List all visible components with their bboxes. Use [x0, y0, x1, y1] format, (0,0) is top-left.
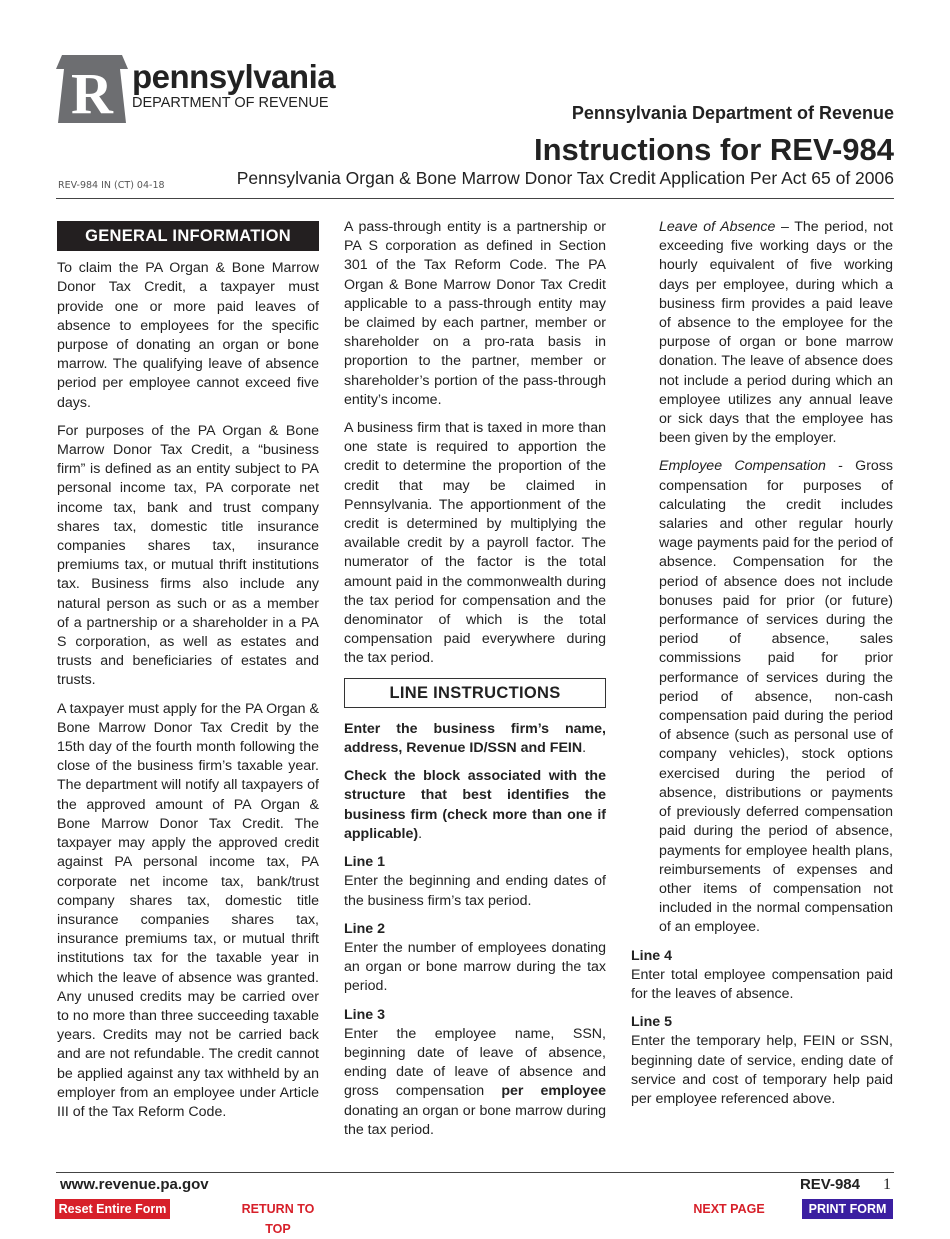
logo-name: pennsylvania: [132, 58, 336, 95]
page-number: 1: [883, 1176, 891, 1193]
footer-divider: [56, 1172, 894, 1173]
keystone-icon: [56, 55, 128, 125]
general-paragraph-5: A business firm that is taxed in more than one state is required to apportion the credit to determine the proportion of the credit that may be claimed in Pennsylvania. The apportionment of the credit is determined by multiplying the available credit by a payroll factor. The numerator of the factor is the total amount paid in the commonwealth during the tax period for compensation and the denominator of which is the total compensation paid everywhere during the tax period.: [344, 420, 606, 667]
logo-subtitle: DEPARTMENT OF REVENUE: [132, 95, 329, 111]
column-2: [344, 218, 606, 1149]
column-1: [57, 218, 319, 1131]
instruction-name-address: Enter the business firm’s name, address, Revenue ID/SSN and FEIN.: [344, 720, 606, 757]
page-subtitle: Pennsylvania Organ & Bone Marrow Donor Tax Credit Application Per Act 65 of 2006: [236, 168, 894, 188]
line-3-label: Line 3: [344, 1006, 385, 1023]
line-4-text: Enter total employee compensation paid for the leaves of absence.: [631, 966, 893, 1002]
next-page-link[interactable]: NEXT PAGE: [693, 1202, 765, 1216]
line-1-text: Enter the beginning and ending dates of the business firm’s tax period.: [344, 873, 606, 909]
svg-text:R: R: [71, 61, 113, 125]
line-2-label: Line 2: [344, 920, 385, 937]
department-name: Pennsylvania Department of Revenue: [571, 103, 894, 123]
line-5-label: Line 5: [631, 1014, 672, 1031]
line-5-text: Enter the temporary help, FEIN or SSN, beginning date of service, ending date of service and cost of temporary help paid per employee referenced above.: [631, 1033, 893, 1107]
footer-form-number: REV-984: [799, 1176, 860, 1193]
header-divider: [56, 198, 894, 199]
leave-of-absence-definition: Leave of Absence – The period, not exceeding five working days or the hourly equivalent of five working days per employee, during which a business firm provides a paid leave of absence to the employee for the purpose of organ or bone marrow donation. The leave of absence does not include a period during which an employee utilizes any annual leave or sick days that the employee has been given by the employer.: [659, 219, 893, 447]
general-paragraph-3: A taxpayer must apply for the PA Organ & Bone Marrow Donor Tax Credit by the 15th day of the fourth month following the close of the business firm’s taxable year. The department will notify all taxpayers of the approved amount of PA Organ & Bone Marrow Donor Tax Credit. The taxpayer may apply the approved credit against PA personal income tax, PA corporate net income tax, bank/trust company shares tax, domestic title insurance companies shares tax, insurance premiums tax, or mutual thrift institutions tax for the taxable year in which the leave of absence was granted. Any unused credits may be carried over to no more than three succeeding taxable years. Credits may not be carried back and are not refundable. The credit cannot be applied against any tax withheld by an employer from an employee under Article III of the Tax Reform Code.: [57, 700, 319, 1120]
instruction-structure-block: Check the block associated with the structure that best identifies the business firm (check more than one if applicable).: [344, 768, 606, 842]
return-to-top-link[interactable]: RETURN TO TOP: [241, 1202, 315, 1236]
line-1-label: Line 1: [344, 854, 385, 871]
general-information-heading: GENERAL INFORMATION: [57, 221, 319, 251]
reset-form-button[interactable]: Reset Entire Form: [55, 1199, 170, 1219]
general-paragraph-2: For purposes of the PA Organ & Bone Marrow Donor Tax Credit, a “business firm” is defined as an entity subject to PA personal income tax, PA corporate net income tax, bank and trust company shares tax, domestic title insurance companies shares tax, insurance premiums tax, or mutual thrift institutions tax. Business firms also include any natural person as such or as a member of a partnership or a shareholder in a PA S corporation, as well as estates and trusts and beneficiaries of estates and trusts.: [57, 422, 319, 689]
form-id: REV-984 IN (CT) 04-18: [58, 180, 165, 191]
line-3-text: Enter the employee name, SSN, beginning date of leave of absence, ending date of leave of absence and gross compensation per employee donating an organ or bone marrow during the tax period.: [344, 1025, 606, 1138]
line-2-text: Enter the number of employees donating an organ or bone marrow during the tax period.: [344, 939, 606, 995]
employee-compensation-definition: Employee Compensation - Gross compensation for purposes of calculating the credit includes salaries and other regular hourly wage payments paid for the period of absence. Compensation for the period of absence does not include bonuses paid for prior (or future) performance of services during the period of absence, sales commissions paid for prior performance of services during the period of absence, non-cash compensation paid during the period of absence (such as personal use of company vehicles), stock options exercised during the period of absence, distributions or payments of previously deferred compensation paid during the period of absence, payments for employee health plans, reimbursements of expenses and other items of compensation not included in the normal compensation of an employee.: [659, 458, 893, 936]
general-paragraph-1: To claim the PA Organ & Bone Marrow Donor Tax Credit, a taxpayer must provide one or more paid leaves of absence to employees for the specific purpose of donating an organ or bone marrow. The qualifying leave of absence period per employee cannot exceed five days.: [57, 260, 319, 411]
line-instructions-heading: LINE INSTRUCTIONS: [344, 678, 606, 708]
pa-revenue-logo: [56, 55, 346, 125]
line-4-label: Line 4: [631, 947, 672, 964]
column-3: [631, 218, 893, 1118]
general-paragraph-4: A pass-through entity is a partnership or PA S corporation as defined in Section 301 of the Tax Reform Code. The PA Organ & Bone Marrow Donor Tax Credit applicable to a pass-through entity may be claimed by each partner, member or shareholder on a pro-rata basis in proportion to the partner, member or shareholder’s portion of the pass-through entity’s income.: [344, 219, 606, 408]
website-link[interactable]: www.revenue.pa.gov: [60, 1176, 209, 1193]
page-title: Instructions for REV-984: [533, 132, 894, 167]
print-form-button[interactable]: PRINT FORM: [802, 1199, 893, 1219]
